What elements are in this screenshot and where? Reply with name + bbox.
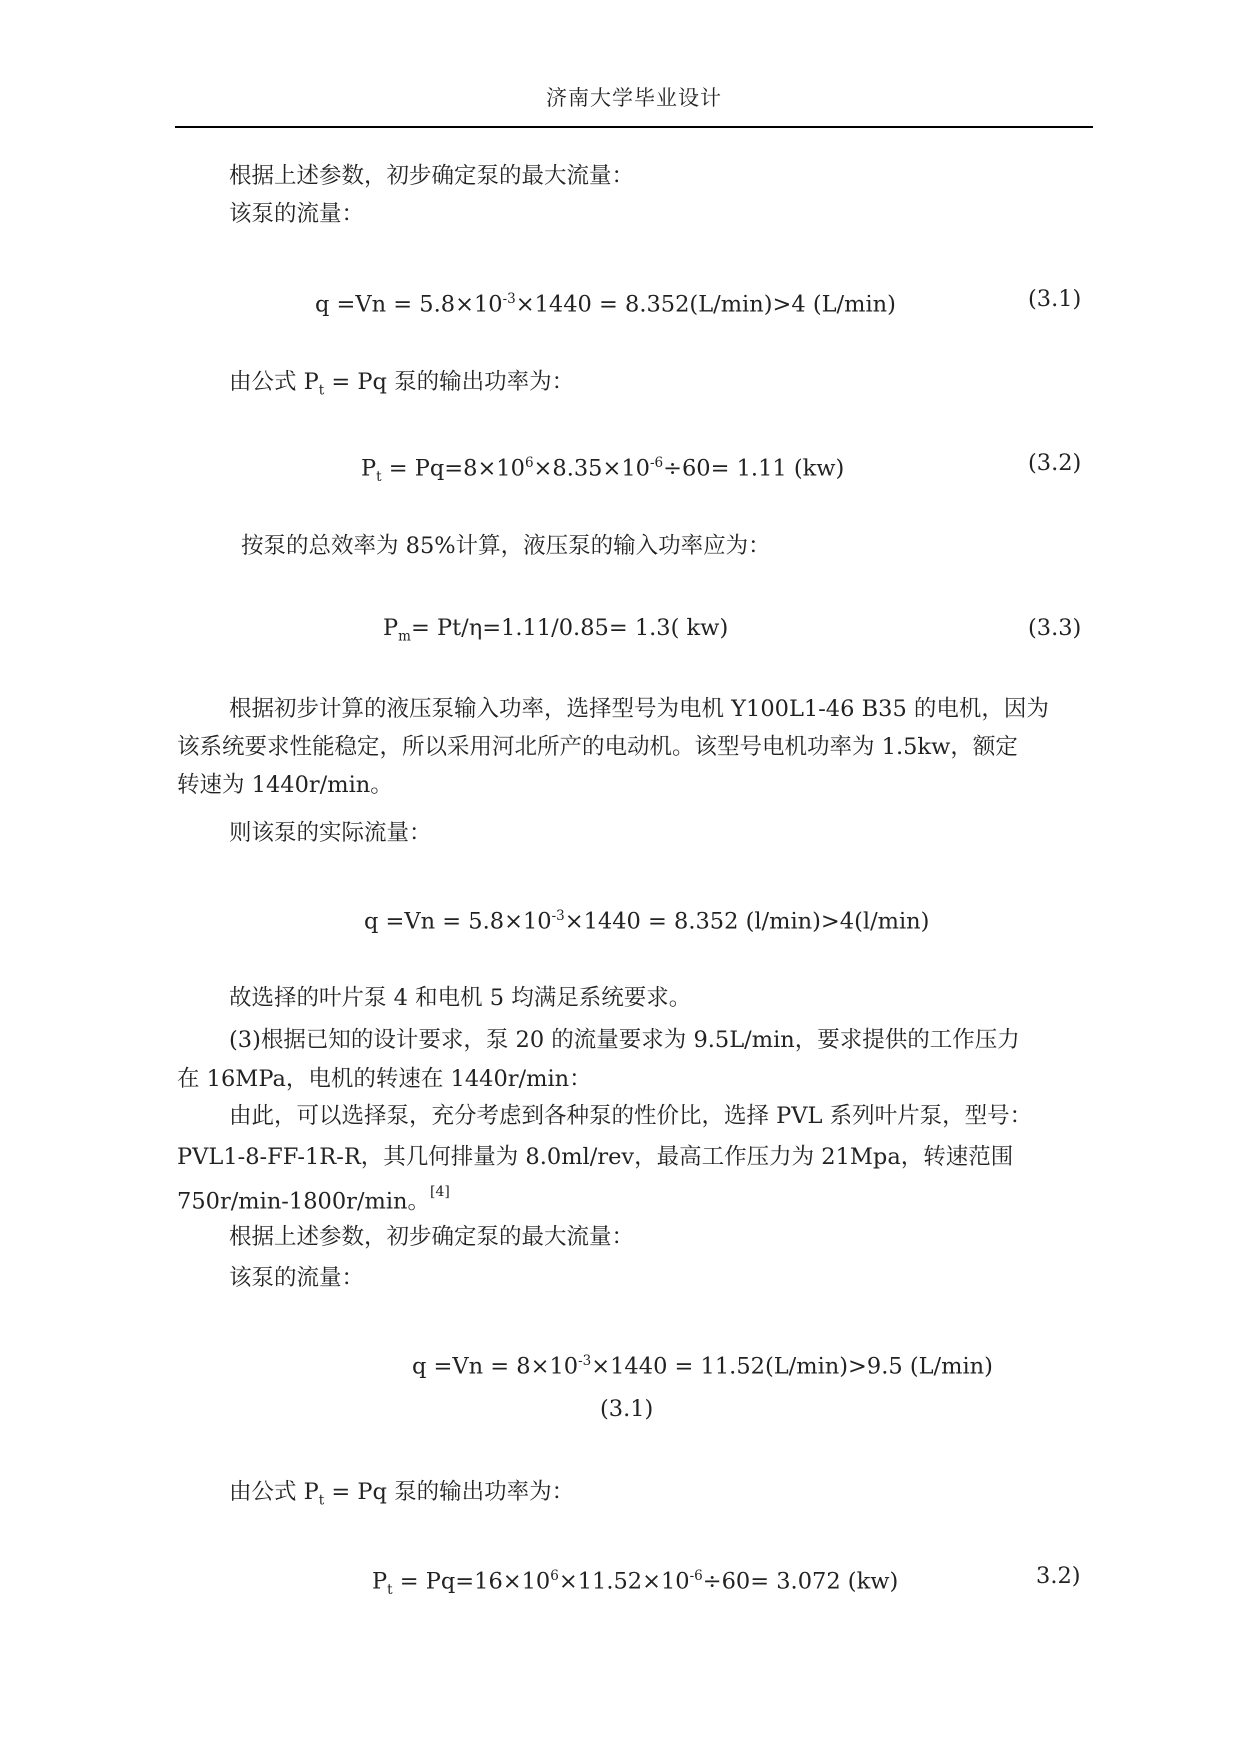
text-line: 转速为 1440r/min。 bbox=[177, 772, 393, 798]
text-line: 根据上述参数，初步确定泵的最大流量： bbox=[229, 163, 635, 189]
text-line: 该泵的流量： bbox=[229, 1265, 365, 1291]
text-line: 由公式 $P_t = Pq$ 泵的输出功率为： bbox=[229, 1479, 575, 1509]
header-rule bbox=[175, 126, 1093, 128]
text-line: 在 16MPa，电机的转速在 1440r/min： bbox=[177, 1066, 592, 1092]
text-line: 则该泵的实际流量： bbox=[229, 820, 432, 846]
text-line: 根据初步计算的液压泵输入功率，选择型号为电机 Y100L1-46 B35 的电机，因为 bbox=[229, 696, 1049, 722]
text-line: (3)根据已知的设计要求，泵 20 的流量要求为 9.5L/min，要求提供的工作压力 bbox=[229, 1027, 1020, 1053]
formula-number: (3.1) bbox=[1028, 286, 1082, 312]
formula-3-1: $q =Vn = 5.8\times 10^{-3}\times 1440 = 8.352(L/\min)>4$ (L/min) bbox=[315, 291, 896, 318]
citation: [4] bbox=[430, 1184, 450, 1200]
text-line: 由此，可以选择泵，充分考虑到各种泵的性价比，选择 PVL 系列叶片泵，型号： bbox=[229, 1103, 1033, 1129]
text-line: 根据上述参数，初步确定泵的最大流量： bbox=[229, 1224, 635, 1250]
text-line: 由公式 $P_t = Pq$ 泵的输出功率为： bbox=[229, 369, 575, 399]
text-line: 750r/min-1800r/min。[4] bbox=[177, 1184, 450, 1215]
formula-number: (3.2) bbox=[1028, 450, 1082, 476]
text-line: 按泵的总效率为 85%计算，液压泵的输入功率应为： bbox=[241, 533, 771, 559]
formula-number: (3.1) bbox=[600, 1396, 654, 1422]
formula-3-3: $P_m= Pt/\eta=1.11/0.85= 1.3$( kw) bbox=[383, 615, 729, 645]
page-header-title: 济南大学毕业设计 bbox=[546, 86, 722, 110]
formula-number: 3.2) bbox=[1036, 1563, 1081, 1589]
formula-3-2-second: $P_t = Pq=16\times 10^6\times 11.52\times 10^{-6}\div 60= 3.072$ (kw) bbox=[372, 1568, 899, 1598]
text-line: 故选择的叶片泵 4 和电机 5 均满足系统要求。 bbox=[229, 985, 692, 1011]
text-line: PVL1-8-FF-1R-R，其几何排量为 8.0ml/rev，最高工作压力为 21Mpa，转速范围 bbox=[177, 1144, 1014, 1170]
text-line: 该系统要求性能稳定，所以采用河北所产的电动机。该型号电机功率为 1.5kw，额定 bbox=[177, 734, 1018, 760]
text-line: 该泵的流量： bbox=[229, 201, 365, 227]
formula-3-2: $P_t = Pq=8\times 10^6\times 8.35\times 10^{-6}\div 60= 1.11$ (kw) bbox=[361, 455, 845, 485]
formula-actual-flow: $q =Vn = 5.8\times 10^{-3}\times 1440 = 8.352$ (l/min)>4(l/min) bbox=[364, 908, 930, 935]
formula-3-1-second: $q =Vn = 8\times 10^{-3}\times 1440 = 11.52(L/\min)>9.5$ (L/min) bbox=[412, 1353, 993, 1380]
formula-number: (3.3) bbox=[1028, 615, 1082, 641]
